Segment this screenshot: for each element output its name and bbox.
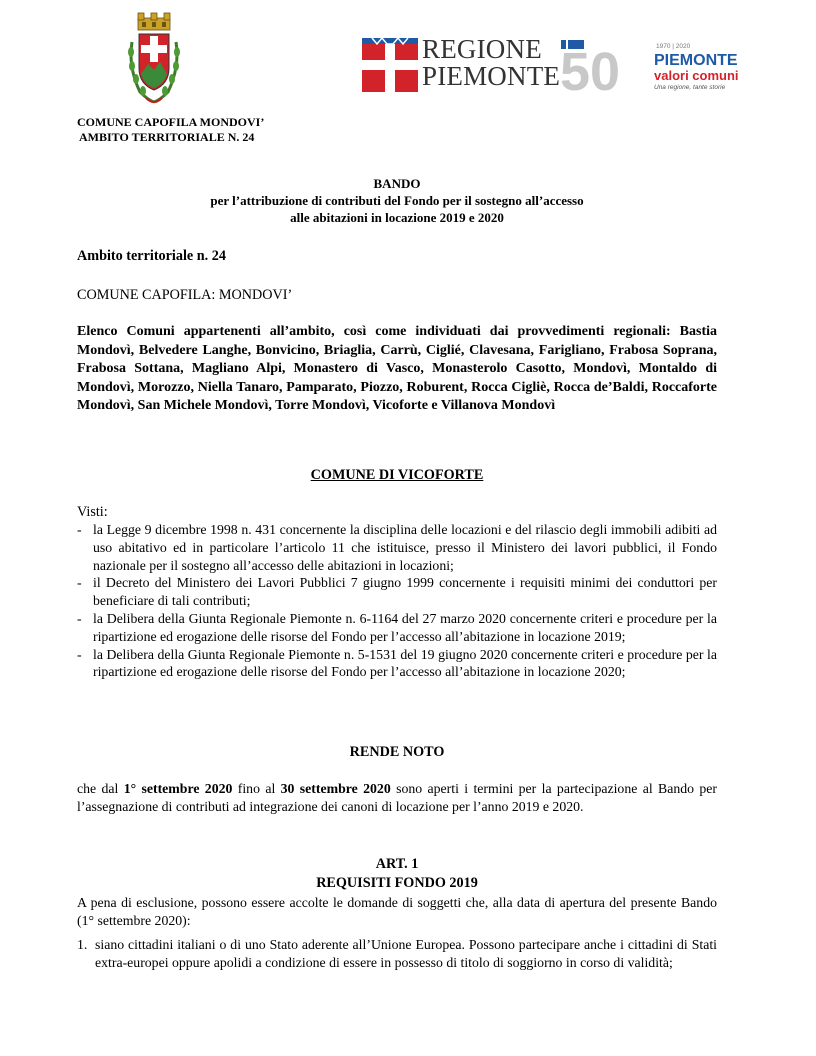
capofila-heading: COMUNE CAPOFILA: MONDOVI’	[77, 287, 293, 303]
elenco-comuni: Elenco Comuni appartenenti all’ambito, così come individuati dai provvedimenti regionali: Bastia Mondovì, Belvedere Langhe, Bonvicino, Briaglia, Carrù, Ciglié, Clavesana, Farigliano, Frabosa Soprana, Frabosa Sottana, Magliano Alpi, Monastero di Vasco, Monasterolo Casotto, Mondovì, Montaldo di Mondovì, Morozzo, Niella Tanaro, Pamparato, Piozzo, Roburent, Rocca Cigliè, Rocca de’Baldi, Roccaforte Mondovì, San Michele Mondovì, Torre Mondovì, Vicoforte e Villanova Mondovì	[77, 324, 717, 413]
notice-date-end: 30 settembre 2020	[280, 781, 391, 796]
bando-title-line2: per l’attribuzione di contributi del Fondo per il sostegno all’accesso	[210, 193, 584, 208]
p50-title2: valori comuni	[654, 68, 739, 83]
p50-tagline: Una regione, tante storie	[654, 84, 726, 91]
visti-item	[77, 610, 717, 646]
requirement-text: siano cittadini italiani o di uno Stato aderente all’Unione Europea. Possono partecipare anche i cittadini di Stati extra-europei oppure apolidi a condizione di essere in possesso di titolo di soggiorno in corso di validità;	[95, 937, 717, 970]
p50-years: 1970 | 2020	[656, 43, 691, 50]
visti-item	[77, 521, 717, 574]
comune-vicoforte-title: COMUNE DI VICOFORTE	[310, 467, 484, 483]
visti-item-text: la Delibera della Giunta Regionale Piemonte n. 5-1531 del 19 giugno 2020 concernente criteri e procedure per la ripartizione ed erogazione delle risorse del Fondo per l’accesso all’abitazione in locazione 2020;	[93, 646, 717, 680]
ambito-heading: Ambito territoriale n. 24	[77, 248, 226, 264]
visti-heading: Visti:	[77, 504, 108, 520]
visti-list	[77, 521, 717, 681]
visti-item-marker: -	[77, 522, 82, 537]
regione-line1: REGIONE	[422, 34, 542, 64]
visti-item-text: la Legge 9 dicembre 1998 n. 431 concernente la disciplina delle locazioni e del rilascio degli immobili adibiti ad uso abitativo ed in particolare l’articolo 11 che istituisce, presso il Ministero dei lavori pubblici, il Fondo nazionale per il sostegno all’accesso delle abitazioni in locazioni;	[93, 522, 717, 573]
regione-line2: PIEMONTE	[422, 61, 561, 91]
visti-item-marker: -	[77, 646, 82, 662]
regione-piemonte-logo	[362, 34, 561, 94]
requirement-number: 1.	[77, 937, 88, 952]
comune-crest-icon	[126, 12, 182, 106]
art1-intro: A pena di esclusione, possono essere accolte le domande di soggetti che, alla data di apertura del presente Bando (1° settembre 2020):	[77, 895, 717, 928]
visti-item-marker: -	[77, 610, 82, 626]
requirement-item	[77, 936, 717, 972]
rende-noto-heading: RENDE NOTO	[349, 744, 445, 760]
ambito-territoriale-line2: AMBITO TERRITORIALE N. 24	[79, 130, 255, 144]
piemonte-50-logo	[558, 38, 754, 98]
bando-title-line3: alle abitazioni in locazione 2019 e 2020	[290, 210, 504, 225]
notice-text-1: che dal	[77, 781, 124, 796]
regione-piemonte-wordmark	[422, 36, 560, 90]
art1-title: ART. 1	[375, 856, 419, 872]
p50-number: 50	[560, 42, 621, 98]
art1-requirements-list	[77, 936, 717, 972]
visti-item	[77, 646, 717, 682]
p50-title1: PIEMONTE	[654, 52, 738, 69]
notice-date-start: 1° settembre 2020	[123, 781, 233, 796]
bando-title	[77, 175, 717, 226]
art1-subtitle: REQUISITI FONDO 2019	[316, 875, 478, 891]
visti-item-text: la Delibera della Giunta Regionale Piemonte n. 6-1164 del 27 marzo 2020 concernente criteri e procedure per la ripartizione ed erogazione delle risorse del Fondo per l’accesso all’abitazione in locazione 2019;	[93, 610, 717, 644]
notice-text-3: sono aperti i termini per la partecipazione al Bando per l’assegnazione di contributi ad integrazione dei canoni di locazione per l’anno 2019 e 2020.	[77, 781, 718, 814]
comune-capofila-line1: COMUNE CAPOFILA MONDOVI’	[77, 115, 265, 129]
visti-item-marker: -	[77, 575, 82, 591]
bando-title-line1: BANDO	[373, 176, 421, 191]
notice-text-2: fino al	[232, 781, 281, 796]
notice-paragraph	[77, 780, 717, 816]
regione-piemonte-flag-icon	[362, 38, 418, 92]
visti-item	[77, 574, 717, 610]
visti-item-text: il Decreto del Ministero dei Lavori Pubblici 7 giugno 1999 concernente i requisiti minimi dei conduttori per beneficiare di tali contributi;	[93, 575, 717, 609]
